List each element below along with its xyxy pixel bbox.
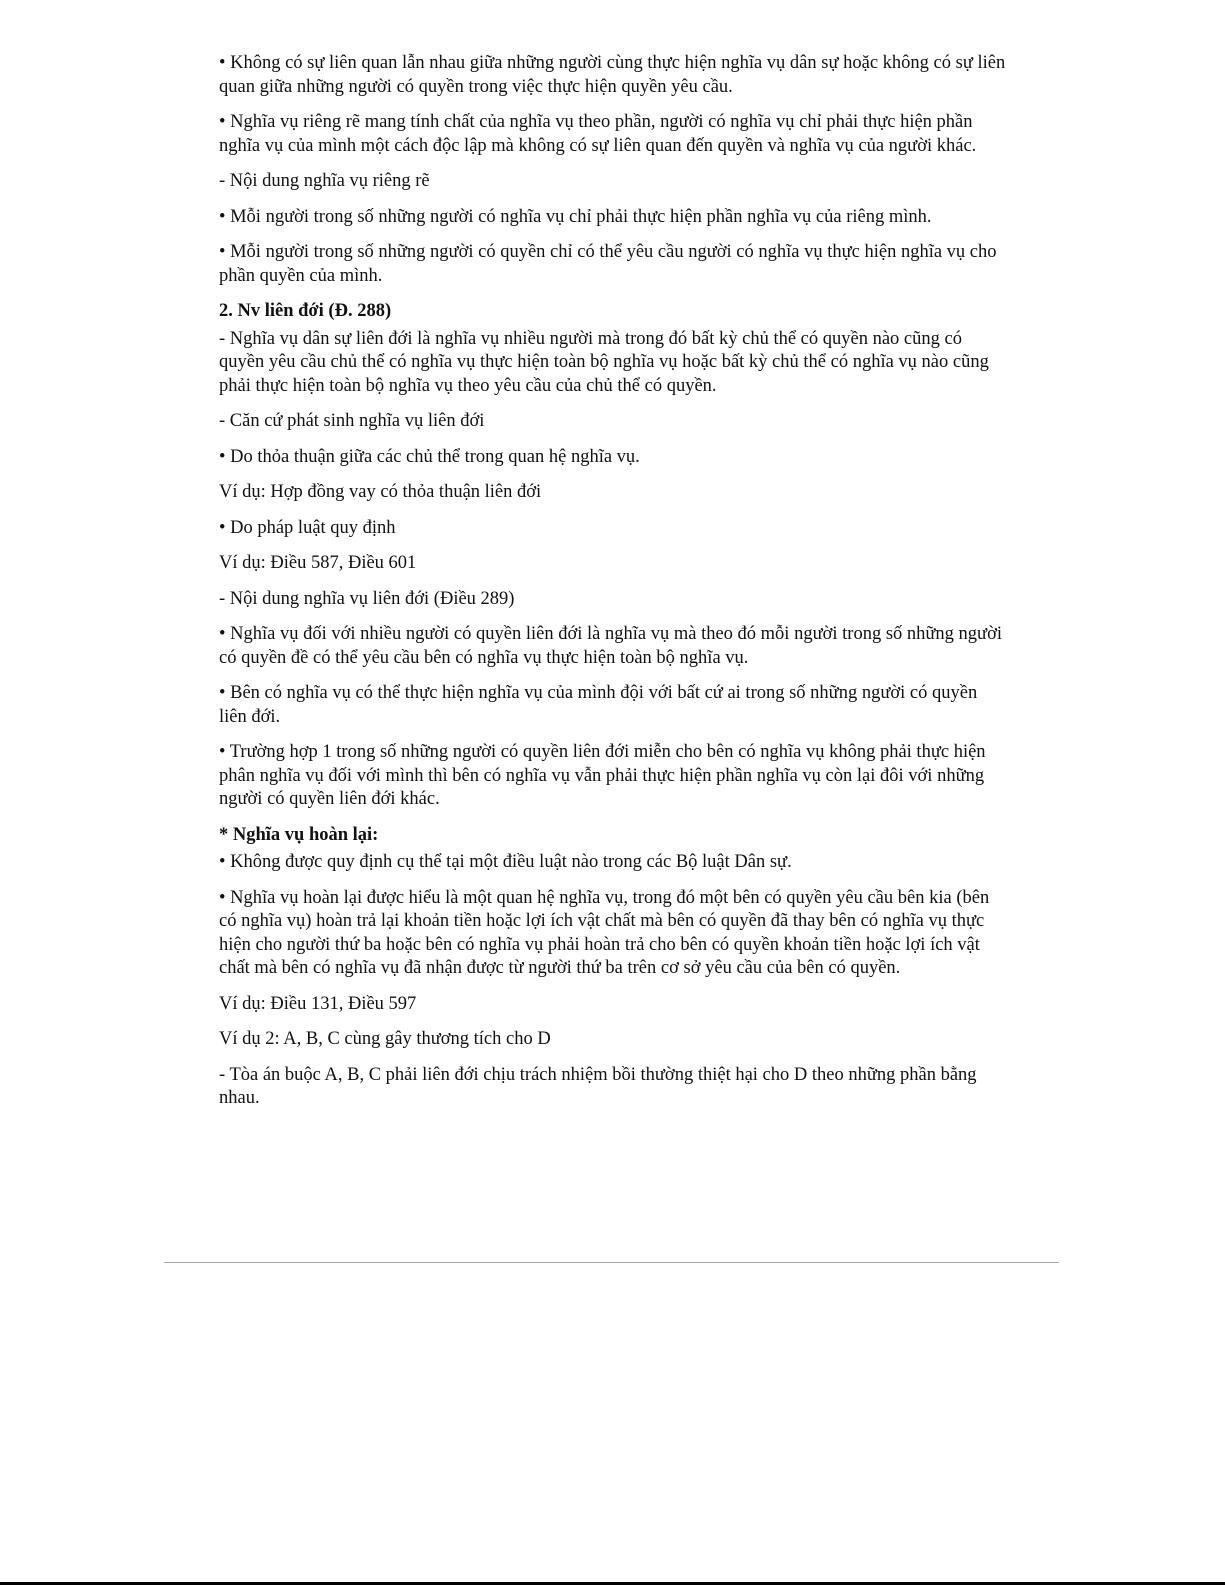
paragraph: • Nghĩa vụ riêng rẽ mang tính chất của nghĩa vụ theo phần, người có nghĩa vụ chỉ phải thực hiện phần nghĩa vụ của mình một cách độc lập mà không có sự liên quan đến quyền và nghĩa vụ của người khác. <box>219 112 977 156</box>
paragraph: Ví dụ: Hợp đồng vay có thỏa thuận liên đới <box>219 482 542 502</box>
paragraph: - Tòa án buộc A, B, C phải liên đới chịu trách nhiệm bồi thường thiệt hại cho D theo những phần bằng nhau. <box>219 1064 977 1108</box>
paragraph: • Không có sự liên quan lẫn nhau giữa những người cùng thực hiện nghĩa vụ dân sự hoặc không có sự liên quan giữa những người có quyền trong việc thực hiện quyền yêu cầu. <box>219 53 1006 97</box>
paragraph: • Nghĩa vụ đối với nhiều người có quyền liên đới là nghĩa vụ mà theo đó mỗi người trong số những người có quyền đề có thể yêu cầu bên có nghĩa vụ thực hiện toàn bộ nghĩa vụ. <box>219 624 1002 668</box>
paragraph: Ví dụ: Điều 131, Điều 597 <box>219 993 417 1014</box>
paragraph: - Nội dung nghĩa vụ riêng rẽ <box>219 171 430 191</box>
section-heading: * Nghĩa vụ hoàn lại: <box>219 824 379 845</box>
paragraph: Ví dụ: Điều 587, Điều 601 <box>219 553 417 573</box>
paragraph: • Mỗi người trong số những người có quyền chỉ có thể yêu cầu người có nghĩa vụ thực hiện nghĩa vụ cho phần quyền của mình. <box>219 242 997 286</box>
paragraph: - Nghĩa vụ dân sự liên đới là nghĩa vụ nhiều người mà trong đó bất kỳ chủ thể có quyền nào cũng có quyền yêu cầu chủ thể có nghĩa vụ thực hiện toàn bộ nghĩa vụ hoặc bất kỳ chủ thể có nghĩa vụ nào cũng phải thực hiện toàn bộ nghĩa vụ theo yêu cầu của chủ thể có quyền. <box>219 328 989 396</box>
paragraph: - Nội dung nghĩa vụ liên đới (Điều 289) <box>219 588 515 609</box>
paragraph: Ví dụ 2: A, B, C cùng gây thương tích cho D <box>219 1029 551 1049</box>
paragraph: - Căn cứ phát sinh nghĩa vụ liên đới <box>219 411 485 431</box>
section-heading: 2. Nv liên đới (Đ. 288) <box>219 301 392 321</box>
paragraph: • Không được quy định cụ thể tại một điều luật nào trong các Bộ luật Dân sự. <box>219 852 792 872</box>
document-page <box>219 52 1009 1123</box>
page-divider <box>164 1262 1059 1263</box>
paragraph: • Bên có nghĩa vụ có thể thực hiện nghĩa vụ của mình đội với bất cứ ai trong số những người có quyền liên đới. <box>219 683 978 727</box>
paragraph: • Trường hợp 1 trong số những người có quyền liên đới miễn cho bên có nghĩa vụ không phải thực hiện phân nghĩa vụ đối với mình thì bên có nghĩa vụ vẫn phải thực hiện phần nghĩa vụ còn lại đôi với những người có quyền liên đới khác. <box>219 742 986 809</box>
paragraph: • Nghĩa vụ hoàn lại được hiểu là một quan hệ nghĩa vụ, trong đó một bên có quyền yêu cầu bên kia (bên có nghĩa vụ) hoàn trả lại khoản tiền hoặc lợi ích vật chất mà bên có quyền đã thay bên có nghĩa vụ thực hiện cho người thứ ba hoặc bên có nghĩa vụ phải hoàn trả cho bên có quyền khoản tiền hoặc lợi ích vật chất mà bên có nghĩa vụ đã nhận được từ người thứ ba trên cơ sở yêu cầu của bên có quyền. <box>219 887 990 978</box>
paragraph: • Do thỏa thuận giữa các chủ thể trong quan hệ nghĩa vụ. <box>219 446 640 467</box>
paragraph: • Mỗi người trong số những người có nghĩa vụ chỉ phải thực hiện phần nghĩa vụ của riêng mình. <box>219 206 932 227</box>
paragraph: • Do pháp luật quy định <box>219 517 396 538</box>
